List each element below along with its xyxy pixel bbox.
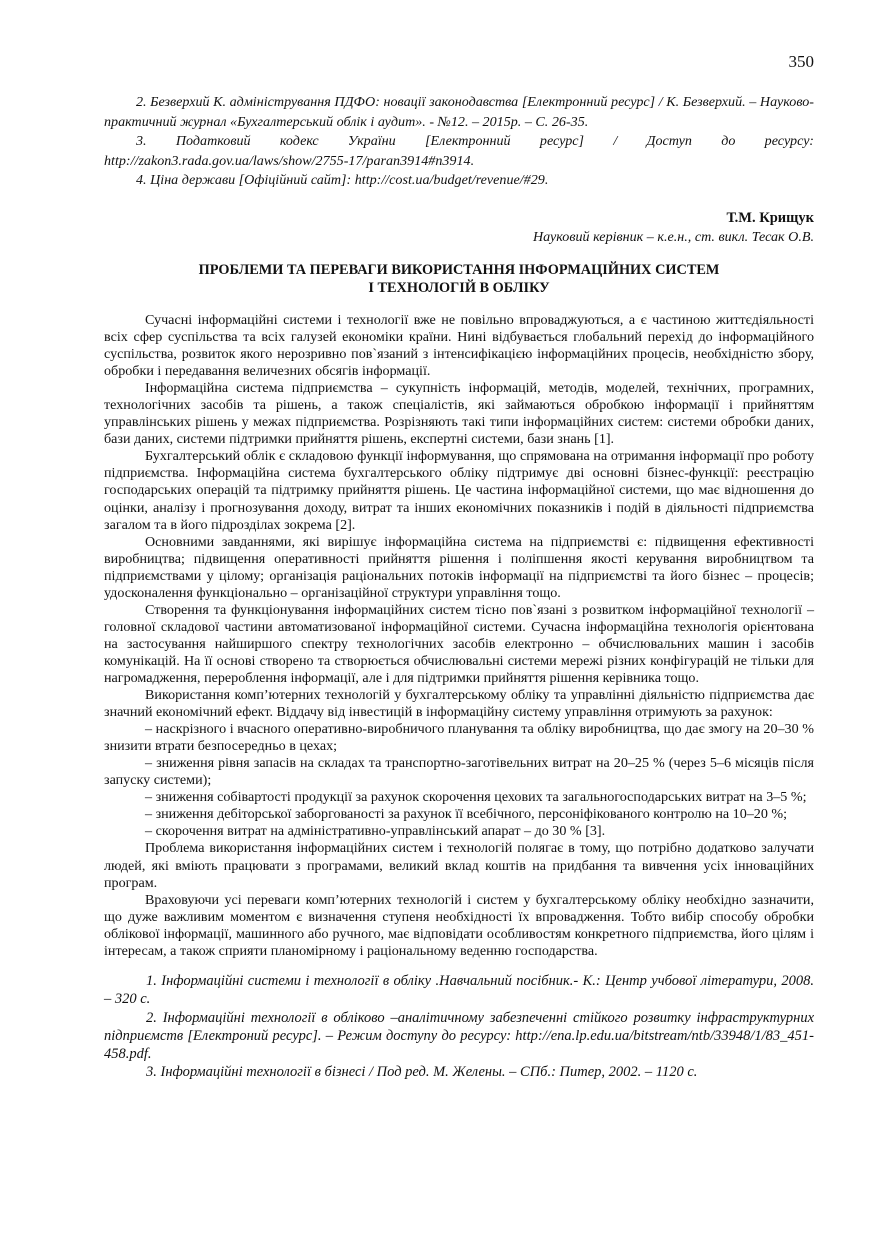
paragraph: Інформаційна система підприємства – сукупність інформацій, методів, моделей, технічних, програмних, технологічних засобів та рішень, а також спеціалістів, які займаються обробкою інформації і прийняттям управлінських рішень у межах підприємства. Розрізняють такі типи інформаційних систем: системи обробки даних, бази даних, системи підтримки прийняття рішень, експертні системи, бази знань [1]. (104, 380, 814, 448)
references-top (104, 93, 814, 191)
title-line-2: І ТЕХНОЛОГІЙ В ОБЛІКУ (368, 279, 550, 296)
list-item: – скорочення витрат на адміністративно-управлінський апарат – до 30 % [3]. (145, 823, 606, 840)
paragraph: Основними завданнями, які вирішує інформаційна система на підприємстві є: підвищення ефективності виробництва; підвищення оперативності прийняття рішення і поліпшення якості керування виробництвом та підприємствами у цілому; організація раціональних потоків інформації на підприємстві та його бізнес – процесів; удосконалення функціонально – організаційної структури управління тощо. (104, 533, 814, 601)
paragraph: Сучасні інформаційні системи і технології вже не повільно впроваджуються, а є частиною життєдіяльності всіх сфер суспільства та всіх галузей економіки країни. Нині відбувається глобальний перехід до інформаційного суспільства, розвиток якого нерозривно пов`язаний з інтенсифікацією інформаційних процесів, необхідністю збору, обробки і передавання величезних обсягів інформації. (104, 312, 814, 380)
list-item: – зниження собівартості продукції за рахунок скорочення цехових та загальногосподарських витрат на 3–5 %; (145, 789, 807, 806)
reference-item: 3. Інформаційні технології в бізнесі / Под ред. М. Желены. – СПб.: Питер, 2002. – 1120 с. (146, 1064, 698, 1081)
references-bottom (104, 972, 814, 1082)
article-body (104, 312, 814, 960)
reference-item: 3. Податковий кодекс України [Електронний ресурс] / Доступ до ресурсу: http://zakon3.rada.gov.ua/laws/show/2755-17/paran3914#n3914. (104, 133, 814, 169)
list-item: – зниження рівня запасів на складах та транспортно-заготівельних витрат на 20–25 % (через 5–6 місяців після запуску системи); (104, 755, 814, 789)
reference-item: 2. Інформаційні технології в обліково –аналітичному забезпеченні стійкого розвитку інфраструктурних підприємств [Електроний ресурс]. – Режим доступу до ресурсу: http://ena.lp.edu.ua/bitstream/ntb/33948/1/83_451-458.pdf. (104, 1009, 814, 1063)
reference-item: 1. Інформаційні системи і технології в обліку .Навчальний посібник.- К.: Центр учбової літератури, 2008. – 320 с. (104, 973, 814, 1008)
author-name: Т.М. Крищук (726, 210, 814, 226)
reference-item: 2. Безверхий К. адміністрування ПДФО: новації законодавства [Електронний ресурс] / К. Безверхий. – Науково-практичний журнал «Бухгалтерський облік і аудит». - №12. – 2015р. – С. 26-35. (104, 94, 814, 130)
paragraph: Враховуючи усі переваги комп’ютерних технологій і систем у бухгалтерському обліку необхідно зазначити, що дуже важливим моментом є визначення ступеня необхідності їх впровадження. Тобто вибір способу обробки облікової інформації, машинного або ручного, має відповідати особливостям конкретного підприємства, його цілям і інтересам, а також сприяти планомірному і раціональному веденню господарства. (104, 891, 814, 959)
paragraph: Використання комп’ютерних технологій у бухгалтерському обліку та управлінні діяльністю підприємства дає значний економічний ефект. Віддачу від інвестицій в інформаційну систему управління отримують за рахунок: (104, 687, 814, 721)
page-number: 350 (788, 52, 814, 71)
author-block (533, 209, 814, 247)
article-title (104, 262, 814, 297)
supervisor: Науковий керівник – к.е.н., ст. викл. Тесак О.В. (532, 229, 814, 245)
list-item: – зниження дебіторської заборгованості за рахунок її всебічного, персоніфікованого контролю на 10–20 %; (145, 806, 788, 823)
title-line-1: ПРОБЛЕМИ ТА ПЕРЕВАГИ ВИКОРИСТАННЯ ІНФОРМАЦІЙНИХ СИСТЕМ (198, 262, 720, 278)
paragraph: Бухгалтерський облік є складовою функції інформування, що спрямована на отримання інформації про роботу підприємства. Інформаційна система бухгалтерського обліку підтримує дві основні бізнес-функції: реєстрацію господарських операцій та підтримку прийняття рішень. Це частина інформаційної системи, що має відношення до оцінки, аналізу і прогнозування доходу, витрат та інших економічних показників і подій в діяльності підприємства загалом та в його підрозділах зокрема [2]. (104, 448, 814, 533)
reference-item: 4. Ціна держави [Офіційний сайт]: http://cost.ua/budget/revenue/#29. (136, 172, 549, 188)
list-item: – наскрізного і вчасного оперативно-виробничого планування та обліку виробництва, що дає змогу на 20–30 % знизити втрати безпосередньо в цехах; (104, 721, 814, 755)
paragraph: Проблема використання інформаційних систем і технологій полягає в тому, що потрібно додатково залучати людей, які вміють працювати з програмами, великий вклад коштів на придбання та вивчення усіх інноваційних програм. (104, 840, 814, 891)
paragraph: Створення та функціонування інформаційних систем тісно пов`язані з розвитком інформаційної технології – головної складової частини автоматизованої інформаційної системи. Сучасна інформаційна технологія орієнтована на застосування найширшого спектру технологічних засобів електронно – обчислювальних машин і засобів комунікацій. На її основі створено та створюється обчислювальні системи мережі різних конфігурацій не тільки для нагромадження, перероблення інформації, але і для підтримки прийняття рішення керівника тощо. (104, 601, 814, 686)
